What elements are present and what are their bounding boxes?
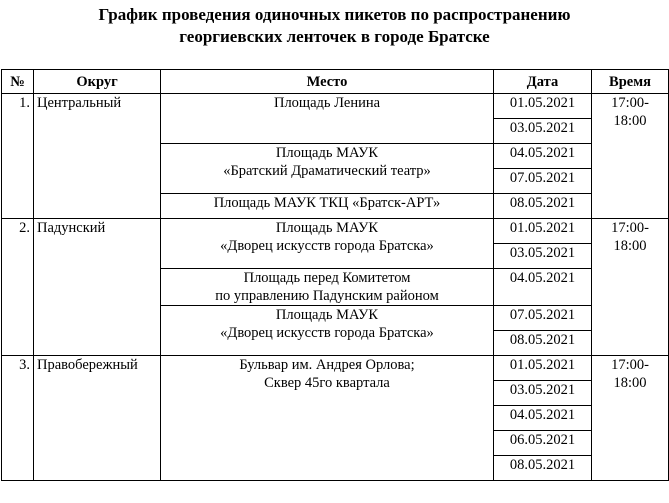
place-cell: [161, 94, 494, 144]
date-cell: 01.05.2021: [494, 356, 592, 381]
time-start: 17:00-: [611, 95, 649, 111]
header-district: Округ: [34, 70, 161, 94]
time-end: 18:00: [613, 113, 647, 129]
time-end: 18:00: [613, 375, 647, 391]
date-cell: 03.05.2021: [494, 244, 592, 269]
date-cell: 01.05.2021: [494, 94, 592, 119]
date-cell: 04.05.2021: [494, 144, 592, 169]
place-cell: [161, 219, 494, 269]
row-number: 1.: [2, 94, 34, 219]
row-number: 3.: [2, 356, 34, 481]
date-cell: 07.05.2021: [494, 169, 592, 194]
time-cell: [592, 356, 669, 481]
time-cell: [592, 94, 669, 219]
table-row: [2, 356, 669, 381]
picket-schedule-table: [1, 69, 669, 481]
header-num: №: [2, 70, 34, 94]
district-cell: Падунский: [34, 219, 161, 356]
place-cell: [161, 144, 494, 194]
date-cell: 03.05.2021: [494, 119, 592, 144]
place-line: «Дворец искусств города Братска»: [220, 238, 434, 254]
place-cell: [161, 194, 494, 219]
place-line: Площадь МАУК: [275, 307, 379, 323]
time-start: 17:00-: [611, 357, 649, 373]
place-line: Площадь МАУК: [275, 220, 379, 236]
table-row: [2, 219, 669, 244]
date-cell: 07.05.2021: [494, 306, 592, 331]
table-header-row: [2, 70, 669, 94]
date-cell: 01.05.2021: [494, 219, 592, 244]
place-cell: [161, 269, 494, 306]
district-cell: Центральный: [34, 94, 161, 219]
title-line-1: График проведения одиночных пикетов по распространению: [98, 5, 571, 24]
title-line-2: георгиевских ленточек в городе Братске: [179, 27, 490, 46]
row-number: 2.: [2, 219, 34, 356]
header-date: Дата: [494, 70, 592, 94]
date-cell: 04.05.2021: [494, 406, 592, 431]
time-cell: [592, 219, 669, 356]
place-line: Площадь Ленина: [273, 95, 381, 111]
table-row: [2, 94, 669, 119]
place-line: «Дворец искусств города Братска»: [220, 325, 434, 341]
header-place: Место: [161, 70, 494, 94]
time-end: 18:00: [613, 238, 647, 254]
date-cell: 08.05.2021: [494, 194, 592, 219]
place-line: «Братский Драматический театр»: [223, 163, 431, 179]
place-cell: [161, 306, 494, 356]
place-line: Площадь МАУК ТКЦ «Братск-АРТ»: [213, 195, 441, 211]
date-cell: 06.05.2021: [494, 431, 592, 456]
page-title: [0, 4, 669, 48]
date-cell: 03.05.2021: [494, 381, 592, 406]
header-time: Время: [592, 70, 669, 94]
table-body: [2, 94, 669, 481]
place-line: Сквер 45го квартала: [264, 375, 390, 391]
place-line: Площадь МАУК: [275, 145, 379, 161]
date-cell: 08.05.2021: [494, 456, 592, 481]
place-cell: [161, 356, 494, 481]
time-start: 17:00-: [611, 220, 649, 236]
place-line: Площадь перед Комитетом: [243, 270, 411, 286]
date-cell: 04.05.2021: [494, 269, 592, 306]
district-cell: Правобережный: [34, 356, 161, 481]
date-cell: 08.05.2021: [494, 331, 592, 356]
place-line: по управлению Падунским районом: [215, 288, 439, 304]
place-line: Бульвар им. Андрея Орлова;: [239, 357, 415, 373]
